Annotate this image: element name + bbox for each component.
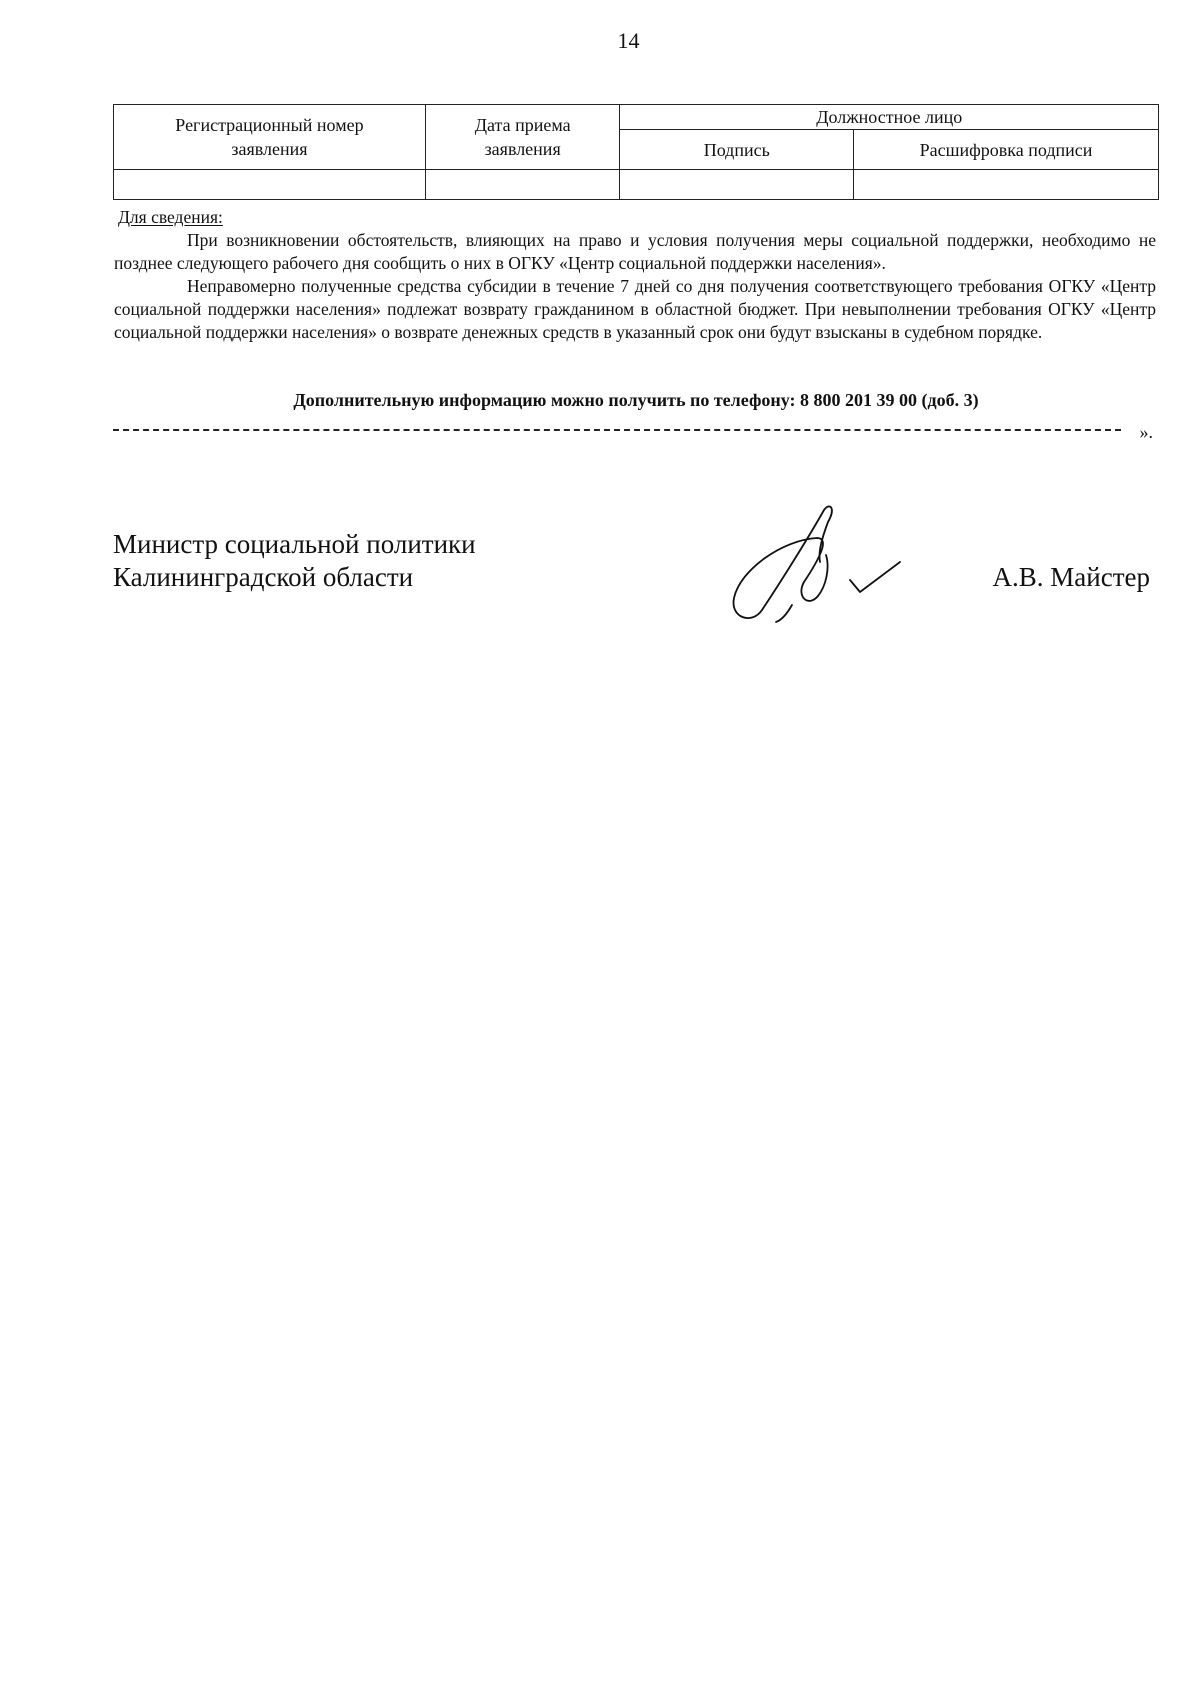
info-paragraph: Неправомерно полученные средства субсидии в течение 7 дней со дня получения соответствующего требования ОГКУ «Центр социальной поддержки населения» подлежат возврату гражданином в областной бюджет. При невыполнении требования ОГКУ «Центр социальной поддержки населения» о возврате денежных средств в указанный срок они будут взысканы в судебном порядке. — [114, 276, 1156, 342]
page-number: 14 — [617, 28, 640, 53]
registration-table — [113, 104, 1159, 200]
header-reg-number — [114, 105, 426, 170]
minister-title — [113, 528, 476, 594]
closing-quote: ». — [1139, 422, 1153, 442]
header-date — [425, 105, 620, 170]
signer-name: А.В. Майстер — [992, 562, 1150, 592]
info-paragraph: При возникновении обстоятельств, влияющих на право и условия получения меры социальной поддержки, необходимо не позднее следующего рабочего дня сообщить о них в ОГКУ «Центр социальной поддержки населения». — [114, 230, 1156, 273]
closing-dash-line — [113, 420, 1159, 444]
cell-signature — [620, 170, 854, 200]
handwritten-signature — [722, 500, 912, 625]
cell-reg-number — [114, 170, 426, 200]
info-heading: Для сведения: — [118, 207, 223, 227]
cell-date — [425, 170, 620, 200]
minister-title-line1: Министр социальной политики — [113, 529, 476, 559]
header-official: Должностное лицо — [620, 105, 1159, 130]
header-reg-number-text: Регистрационный номер заявления — [175, 115, 364, 159]
info-section — [114, 206, 1156, 344]
contact-line: Дополнительную информацию можно получить по телефону: 8 800 201 39 00 (доб. 3) — [293, 390, 979, 410]
dash-separator — [113, 429, 1121, 431]
cell-decoding — [854, 170, 1159, 200]
header-date-text: Дата приема заявления — [474, 115, 571, 159]
header-signature: Подпись — [620, 130, 854, 170]
header-decoding: Расшифровка подписи — [854, 130, 1159, 170]
minister-title-line2: Калининградской области — [113, 562, 414, 592]
